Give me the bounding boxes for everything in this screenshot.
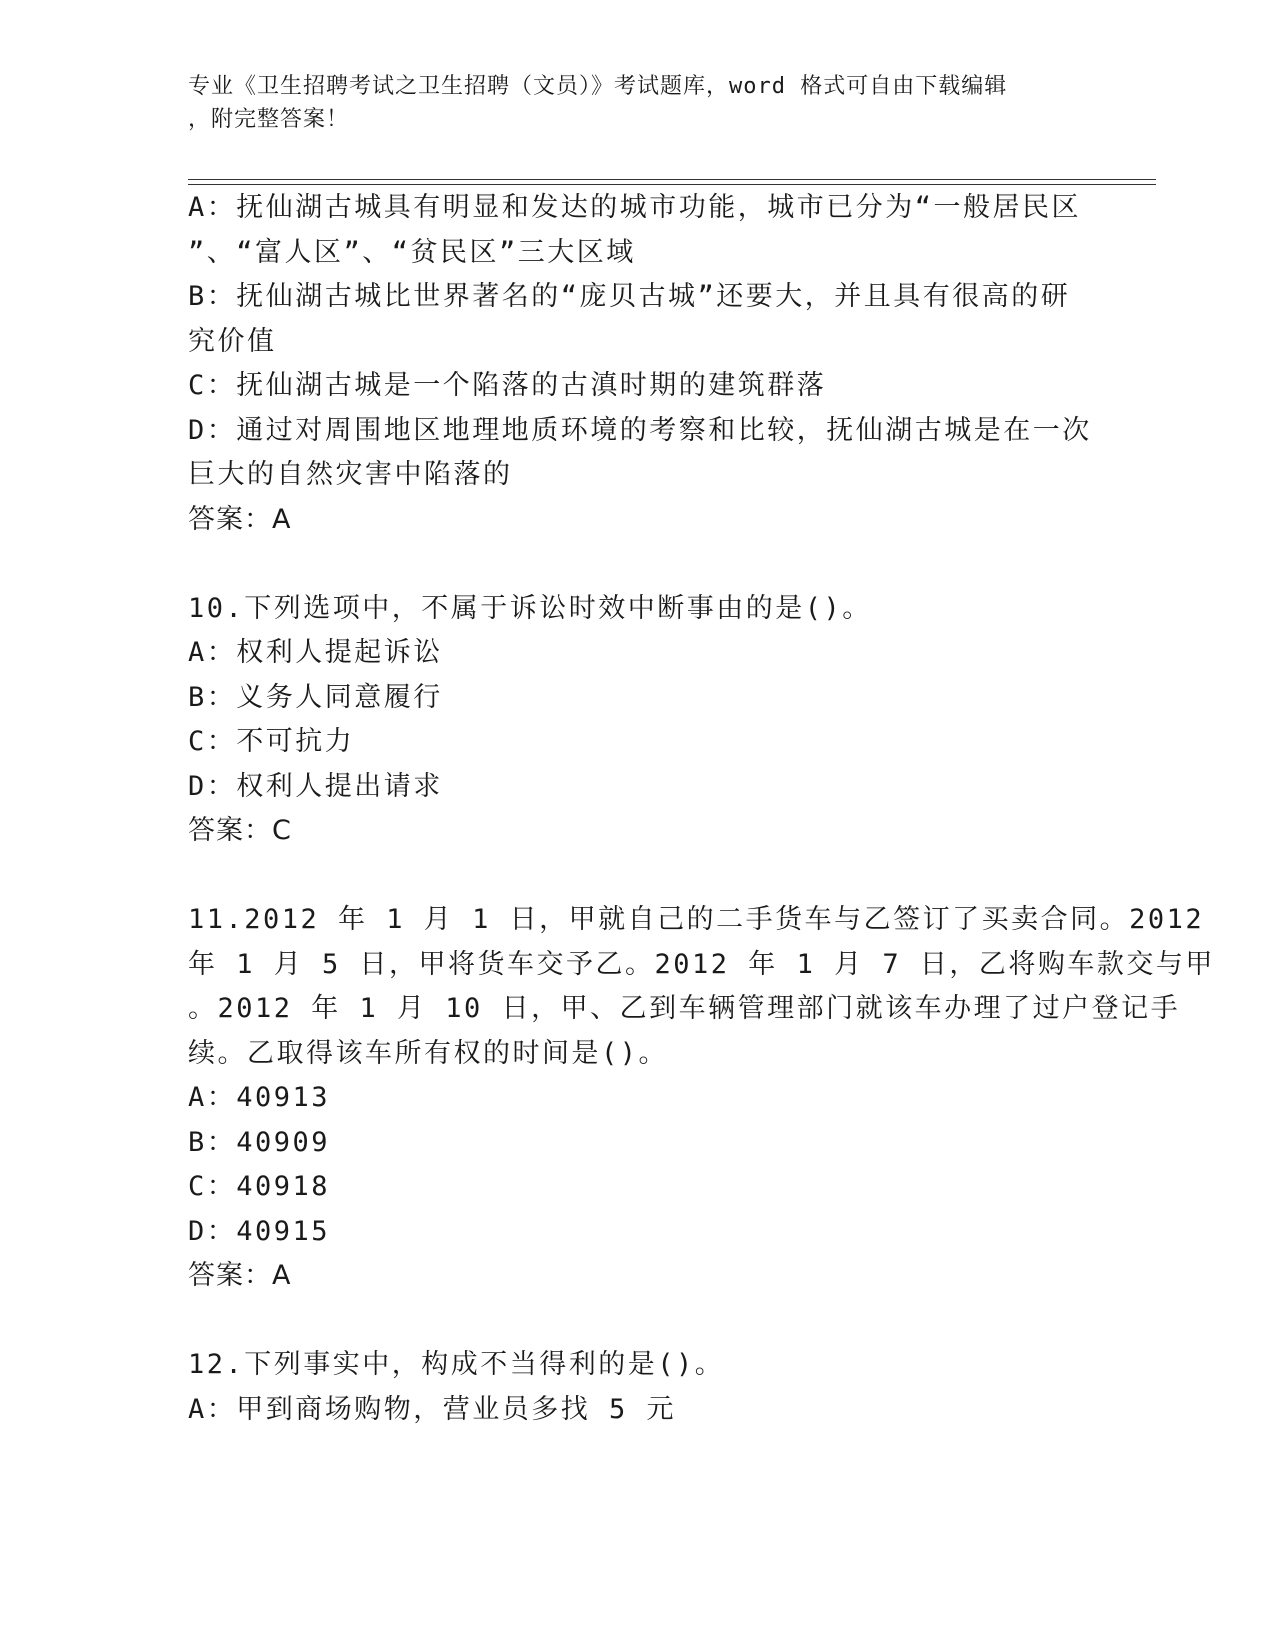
header-divider-bottom bbox=[188, 184, 1156, 185]
option-c: C：抚仙湖古城是一个陷落的古滇时期的建筑群落 bbox=[188, 370, 827, 401]
option-b: B：抚仙湖古城比世界著名的“庞贝古城”还要大，并且具有很高的研 bbox=[188, 281, 1071, 312]
option-a: A：甲到商场购物，营业员多找 5 元 bbox=[188, 1393, 677, 1425]
question-stem-continued: 续。乙取得该车所有权的时间是()。 bbox=[188, 1037, 669, 1069]
option-d: D：40915 bbox=[188, 1215, 331, 1247]
option-a: A：权利人提起诉讼 bbox=[188, 637, 443, 668]
question-stem: 10.下列选项中，不属于诉讼时效中断事由的是()。 bbox=[188, 592, 872, 624]
question-11 bbox=[188, 898, 1215, 1299]
option-a: A：抚仙湖古城具有明显和发达的城市功能，城市已分为“一般居民区 bbox=[188, 192, 1082, 223]
answer-line: 答案：C bbox=[188, 815, 292, 846]
answer-line: 答案：A bbox=[188, 503, 292, 535]
question-9 bbox=[188, 186, 1092, 542]
document-header bbox=[188, 70, 1068, 136]
header-line-2: ，附完整答案！ bbox=[188, 107, 350, 132]
option-d: D：权利人提出请求 bbox=[188, 770, 443, 802]
option-a-continued: ”、“富人区”、“贫民区”三大区域 bbox=[188, 236, 636, 268]
option-d-continued: 巨大的自然灾害中陷落的 bbox=[188, 459, 513, 490]
question-stem-continued: 年 1 月 5 日，甲将货车交予乙。2012 年 1 月 7 日，乙将购车款交与甲 bbox=[188, 948, 1215, 980]
header-line-1: 专业《卫生招聘考试之卫生招聘（文员）》考试题库，word 格式可自由下载编辑 bbox=[188, 74, 1008, 99]
option-a: A：40913 bbox=[188, 1082, 331, 1113]
question-stem-continued: 。2012 年 1 月 10 日，甲、乙到车辆管理部门就该车办理了过户登记手 bbox=[188, 993, 1181, 1024]
question-stem: 11.2012 年 1 月 1 日，甲就自己的二手货车与乙签订了买卖合同。2012 bbox=[188, 904, 1205, 935]
question-10 bbox=[188, 587, 1088, 854]
option-c: C：40918 bbox=[188, 1171, 331, 1202]
question-12 bbox=[188, 1343, 1088, 1432]
header-divider-top bbox=[188, 179, 1156, 180]
question-stem: 12.下列事实中，构成不当得利的是()。 bbox=[188, 1349, 725, 1380]
option-d: D：通过对周围地区地理地质环境的考察和比较，抚仙湖古城是在一次 bbox=[188, 414, 1092, 446]
spacer bbox=[188, 542, 1088, 587]
spacer bbox=[188, 854, 1088, 899]
spacer bbox=[188, 1299, 1088, 1344]
option-b-continued: 究价值 bbox=[188, 325, 277, 357]
option-b: B：40909 bbox=[188, 1126, 331, 1158]
question-list bbox=[188, 186, 1215, 1432]
option-c: C：不可抗力 bbox=[188, 726, 355, 757]
option-b: B：义务人同意履行 bbox=[188, 681, 443, 713]
answer-line: 答案：A bbox=[188, 1260, 292, 1291]
